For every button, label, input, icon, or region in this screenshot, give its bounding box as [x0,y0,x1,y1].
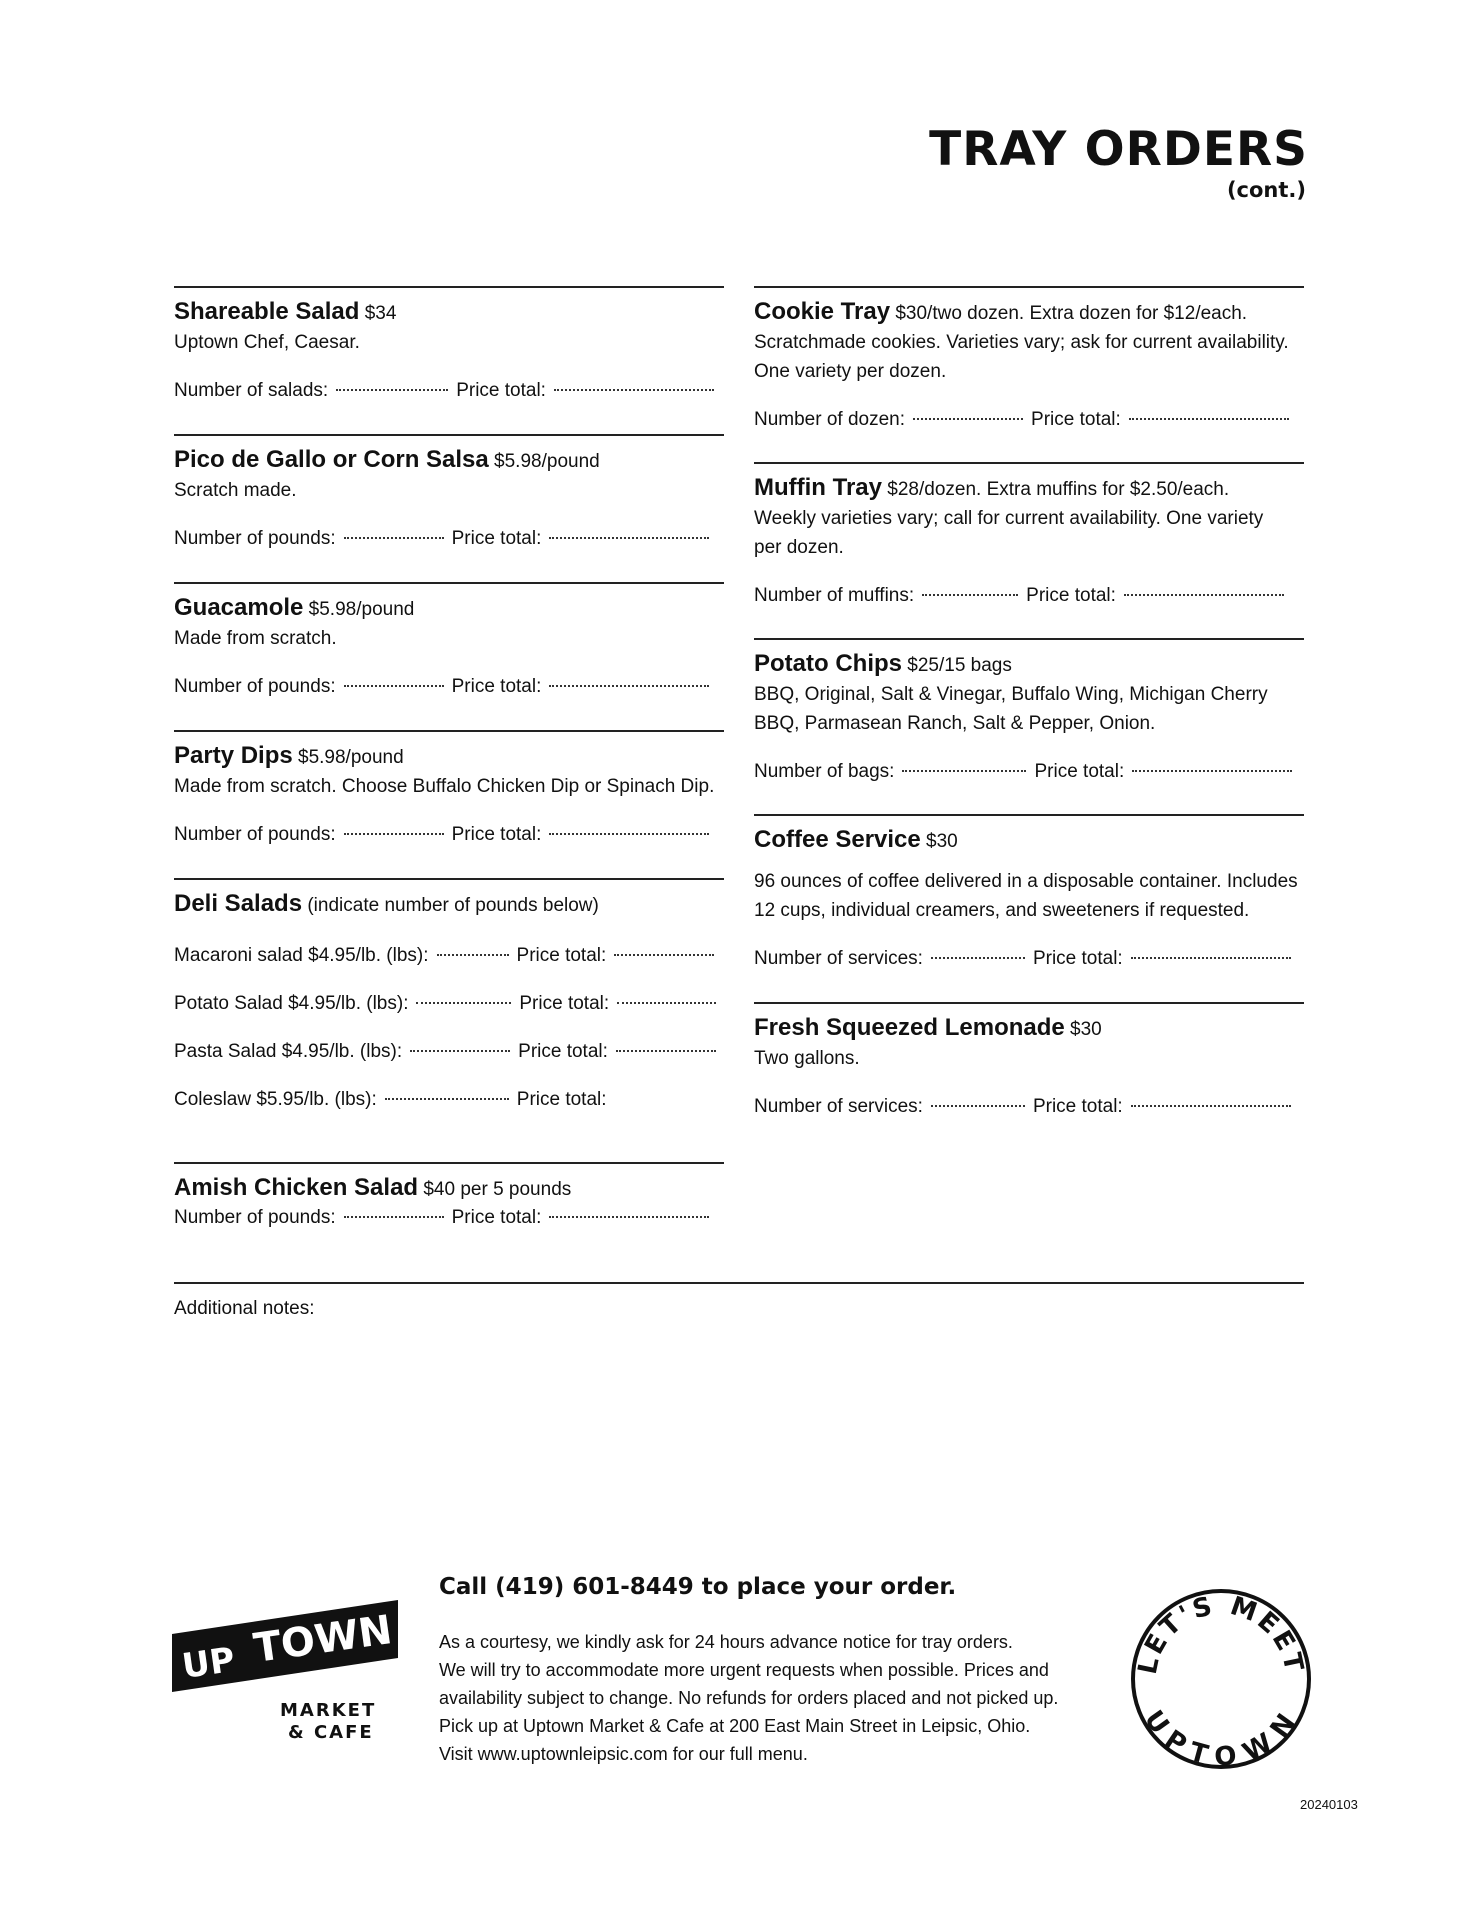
item-note: (indicate number of pounds below) [307,895,599,916]
logo-market: MARKET [280,1700,377,1721]
item-name: Deli Salads [174,890,303,917]
page-title: TRAY ORDERS [929,122,1308,177]
quantity-label: Number of services: [754,1096,923,1117]
quantity-label: Number of bags: [754,761,895,782]
item-description: BBQ, Original, Salt & Vinegar, Buffalo Wing, Michigan Cherry [754,684,1268,705]
price-total-field[interactable] [617,1002,716,1004]
item-description: per dozen. [754,537,844,558]
price-total-label: Price total: [518,1041,608,1062]
price-total-label: Price total: [1034,761,1125,782]
left-column [174,286,724,1232]
price-total-label: Price total: [516,1089,607,1110]
logo-town: TOWN [250,1607,395,1672]
item-description: Made from scratch. Choose Buffalo Chicken Dip or Spinach Dip. [174,776,715,797]
deli-item-label: Potato Salad $4.95/lb. (lbs): [174,993,409,1014]
quantity-field[interactable] [336,389,448,391]
price-total-field[interactable] [549,1216,709,1218]
quantity-field[interactable] [416,1002,511,1004]
item-description: BBQ, Parmasean Ranch, Salt & Pepper, Onion. [754,713,1156,734]
menu-item-cookie-tray [754,286,1304,462]
item-description: Weekly varieties vary; call for current availability. One variety [754,508,1264,529]
price-total-field[interactable] [1129,418,1289,420]
right-column [754,286,1304,1121]
quantity-field[interactable] [931,957,1025,959]
price-total-label: Price total: [1031,409,1121,430]
price-total-label: Price total: [451,676,542,697]
quantity-label: Number of pounds: [174,676,336,697]
item-price: $30/two dozen. Extra dozen for $12/each. [895,303,1248,324]
quantity-field[interactable] [437,954,509,956]
quantity-field[interactable] [385,1098,509,1100]
additional-notes-label: Additional notes: [174,1298,315,1319]
item-name: Party Dips [174,742,293,769]
menu-item-coffee-service [754,814,1304,1002]
logo-cafe: & CAFE [288,1722,374,1740]
quantity-field[interactable] [913,418,1023,420]
price-total-label: Price total: [516,945,607,966]
quantity-label: Number of pounds: [174,1207,336,1228]
quantity-label: Number of muffins: [754,585,915,606]
svg-text:LET'S MEET [1133,1591,1309,1677]
document-number: 20240103 [1300,1797,1358,1812]
item-name: Amish Chicken Salad [174,1174,419,1201]
deli-item-label: Coleslaw $5.95/lb. (lbs): [174,1089,377,1110]
item-name: Shareable Salad [174,298,360,325]
price-total-label: Price total: [1032,1096,1123,1117]
fine-print-line: Visit www.uptownleipsic.com for our full menu. [439,1744,808,1764]
menu-item-shareable-salad [174,286,724,434]
lets-meet-uptown-badge [1128,1586,1314,1772]
item-description: Made from scratch. [174,628,337,649]
quantity-label: Number of salads: [174,380,329,401]
price-total-field[interactable] [549,685,709,687]
quantity-field[interactable] [922,594,1018,596]
price-total-label: Price total: [451,528,542,549]
badge-top-text: LET'S MEET [1132,1590,1310,1677]
price-total-field[interactable] [1131,1105,1291,1107]
item-name: Coffee Service [754,826,921,853]
quantity-label: Number of pounds: [174,528,336,549]
item-name: Cookie Tray [754,298,891,325]
deli-item-label: Macaroni salad $4.95/lb. (lbs): [174,945,429,966]
item-name: Muffin Tray [754,474,883,501]
fine-print-line: As a courtesy, we kindly ask for 24 hours advance notice for tray orders. [439,1632,1013,1652]
item-description: 96 ounces of coffee delivered in a disposable container. Includes [754,871,1298,892]
item-description: 12 cups, individual creamers, and sweeteners if requested. [754,900,1250,921]
fine-print-line: We will try to accommodate more urgent requests when possible. Prices and [439,1660,1049,1680]
menu-item-guacamole [174,582,724,730]
quantity-field[interactable] [410,1050,510,1052]
item-price: $5.98/pound [298,747,404,768]
price-total-field[interactable] [614,954,714,956]
price-total-field[interactable] [1132,770,1292,772]
item-description: Uptown Chef, Caesar. [174,332,360,353]
item-description: Scratch made. [174,480,297,501]
quantity-field[interactable] [344,833,444,835]
item-price: $28/dozen. Extra muffins for $2.50/each. [887,479,1230,500]
price-total-field[interactable] [616,1050,716,1052]
quantity-label: Number of dozen: [754,409,906,430]
quantity-label: Number of pounds: [174,824,336,845]
footer-fine-print [439,1628,1119,1768]
item-name: Fresh Squeezed Lemonade [754,1014,1065,1041]
price-total-label: Price total: [456,380,546,401]
menu-item-muffin-tray [754,462,1304,638]
fine-print-line: Pick up at Uptown Market & Cafe at 200 East Main Street in Leipsic, Ohio. [439,1716,1031,1736]
price-total-label: Price total: [451,1207,542,1228]
menu-item-party-dips [174,730,724,878]
item-price: $30 [926,831,958,852]
menu-item-pico-de-gallo [174,434,724,582]
price-total-field[interactable] [554,389,714,391]
price-total-label: Price total: [451,824,542,845]
price-total-label: Price total: [1032,948,1123,969]
notes-divider [174,1282,1304,1284]
item-description: Two gallons. [754,1048,860,1069]
fine-print-line: availability subject to change. No refunds for orders placed and not picked up. [439,1688,1059,1708]
svg-text:UPTOWN [1138,1705,1305,1772]
item-name: Potato Chips [754,650,902,677]
quantity-field[interactable] [344,685,444,687]
item-price: $5.98/pound [494,451,600,472]
quantity-field[interactable] [931,1105,1025,1107]
price-total-field[interactable] [549,833,709,835]
quantity-field[interactable] [902,770,1026,772]
price-total-label: Price total: [1026,585,1116,606]
call-to-order: Call (419) 601-8449 to place your order. [439,1574,957,1600]
item-description: Scratchmade cookies. Varieties vary; ask for current availability. [754,332,1289,353]
item-name: Guacamole [174,594,304,621]
item-price: $34 [364,303,397,324]
badge-bottom-text: UPTOWN [1137,1705,1305,1772]
price-total-field[interactable] [549,537,709,539]
item-description: One variety per dozen. [754,361,947,382]
price-total-field[interactable] [1124,594,1284,596]
quantity-field[interactable] [344,537,444,539]
uptown-logo [172,1600,402,1740]
item-price: $30 [1070,1019,1102,1040]
item-price: $40 per 5 pounds [423,1179,572,1200]
quantity-label: Number of services: [754,948,923,969]
menu-item-potato-chips [754,638,1304,814]
price-total-label: Price total: [519,993,610,1014]
item-name: Pico de Gallo or Corn Salsa [174,446,489,473]
menu-item-deli-salads [174,878,724,1162]
deli-item-label: Pasta Salad $4.95/lb. (lbs): [174,1041,403,1062]
item-price: $5.98/pound [308,599,415,620]
menu-item-amish-chicken-salad [174,1162,724,1232]
quantity-field[interactable] [344,1216,444,1218]
price-total-field[interactable] [1131,957,1291,959]
logo-up: UP [179,1639,238,1687]
menu-item-lemonade [754,1002,1304,1121]
item-price: $25/15 bags [907,655,1012,676]
page-subtitle: (cont.) [1226,178,1306,202]
